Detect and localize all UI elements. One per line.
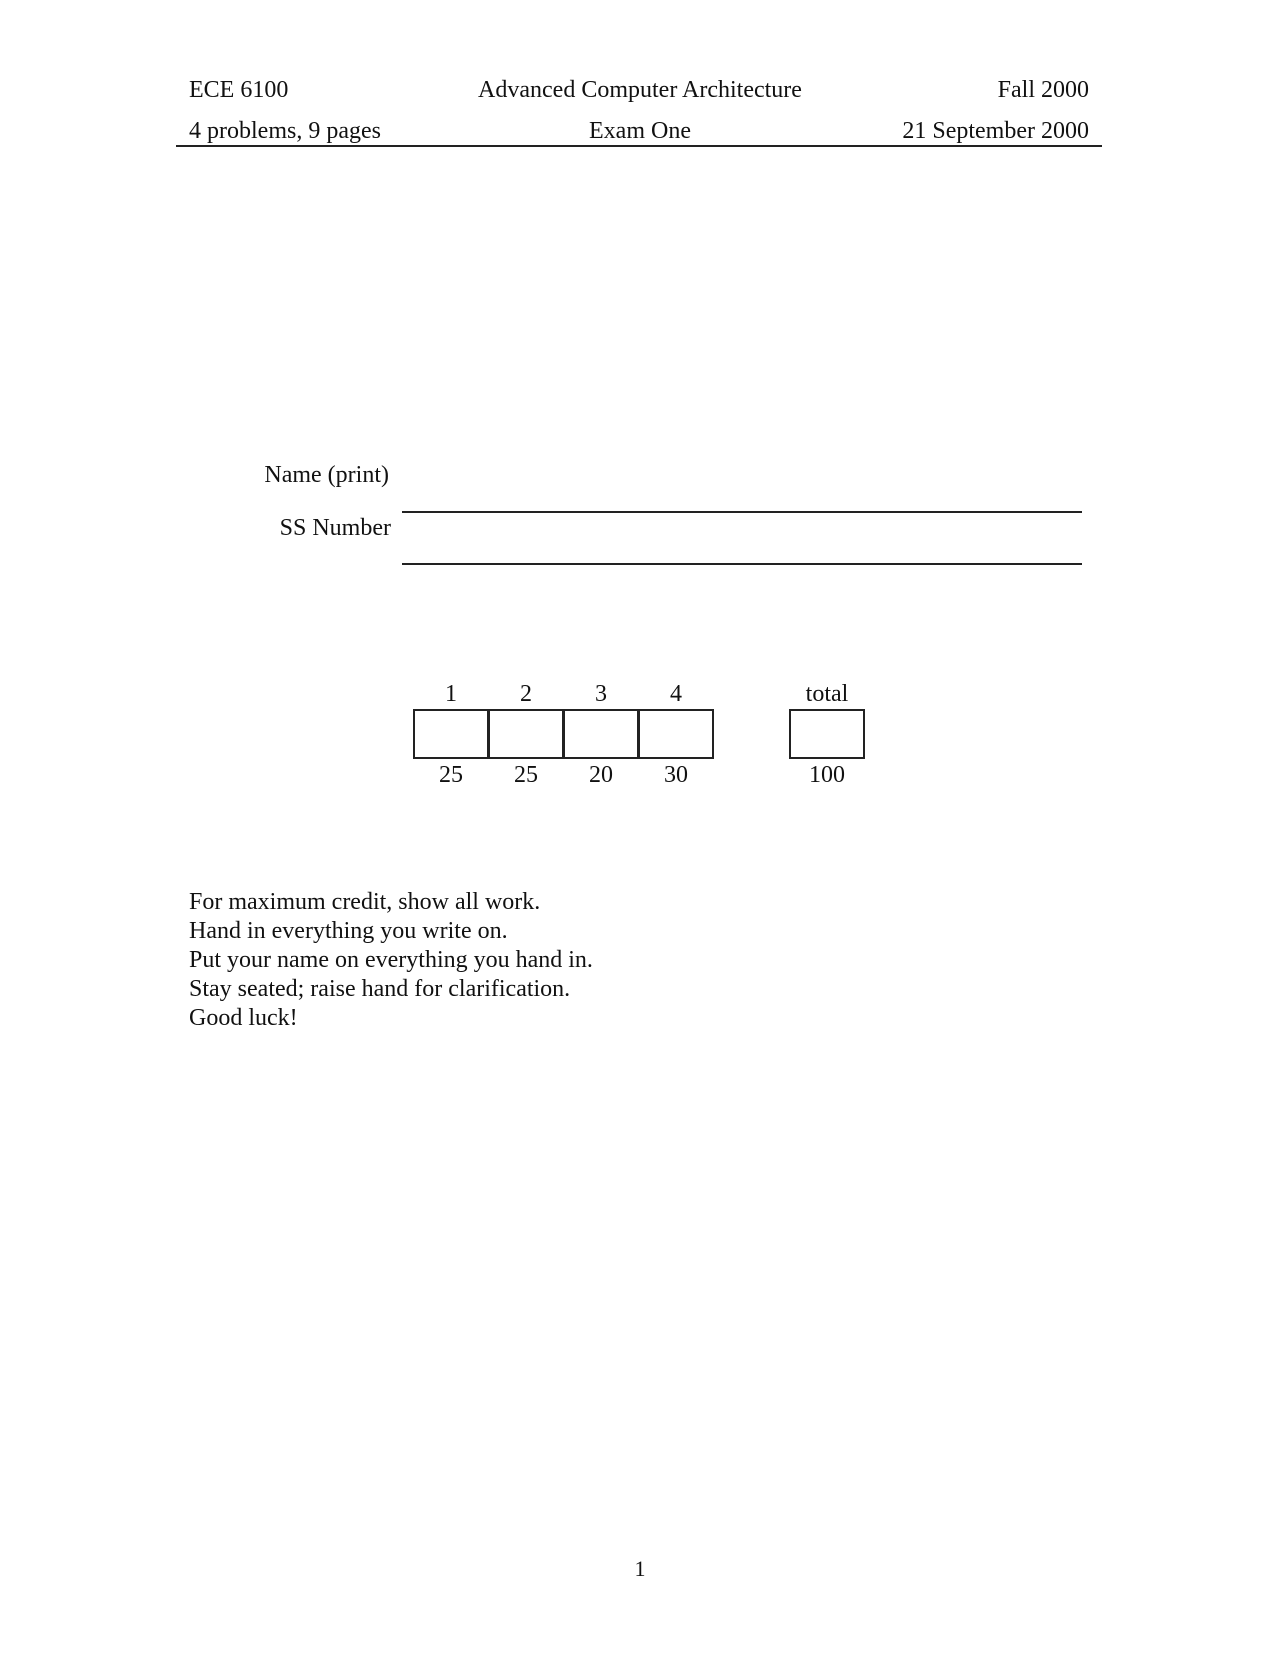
exam-name: Exam One (589, 118, 691, 144)
ss-label: SS Number (279, 515, 391, 541)
instruction-line: Hand in everything you write on. (189, 918, 508, 944)
exam-date: 21 September 2000 (902, 118, 1089, 144)
problem-label: 1 (445, 681, 457, 707)
instruction-line: For maximum credit, show all work. (189, 889, 541, 915)
instruction-line: Good luck! (189, 1005, 298, 1031)
header-rule (176, 145, 1102, 147)
course-title: Advanced Computer Architecture (478, 77, 802, 103)
problem-score-box[interactable] (413, 709, 489, 759)
total-score-box[interactable] (789, 709, 865, 759)
name-label: Name (print) (264, 462, 389, 488)
term: Fall 2000 (997, 77, 1089, 103)
problem-score-box[interactable] (563, 709, 639, 759)
exam-length: 4 problems, 9 pages (189, 118, 381, 144)
ss-field-line[interactable] (402, 563, 1082, 565)
problem-label: 4 (670, 681, 682, 707)
total-points: 100 (809, 762, 845, 788)
page-number: 1 (634, 1556, 646, 1581)
instructions (189, 888, 593, 1033)
problem-score-box[interactable] (638, 709, 714, 759)
problem-points: 30 (664, 762, 688, 788)
course-code: ECE 6100 (189, 77, 289, 103)
instruction-line: Stay seated; raise hand for clarification. (189, 976, 571, 1002)
problem-points: 25 (514, 762, 538, 788)
total-label: total (805, 681, 849, 707)
problem-label: 3 (595, 681, 607, 707)
name-field-line[interactable] (402, 511, 1082, 513)
problem-points: 25 (439, 762, 463, 788)
problem-score-box[interactable] (488, 709, 564, 759)
problem-label: 2 (520, 681, 532, 707)
instruction-line: Put your name on everything you hand in. (189, 947, 593, 973)
problem-points: 20 (589, 762, 613, 788)
